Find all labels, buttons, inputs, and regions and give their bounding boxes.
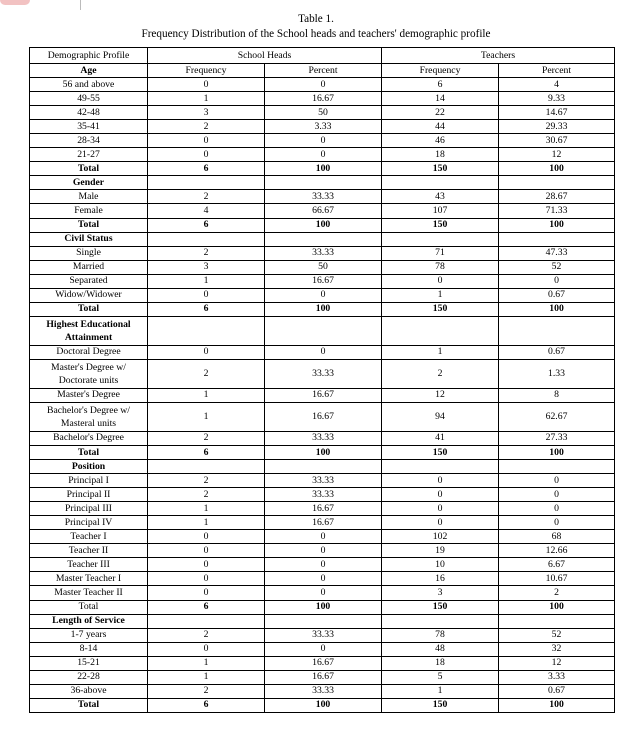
school-heads-frequency: 0	[148, 558, 265, 572]
row-label: Bachelor's Degree	[30, 431, 148, 445]
teachers-percent: 10.67	[499, 572, 615, 586]
teachers-frequency: 44	[382, 120, 499, 134]
row-label: Teacher I	[30, 530, 148, 544]
teachers-percent: 0	[499, 516, 615, 530]
table-title: Frequency Distribution of the School heads and teachers' demographic profile	[141, 28, 491, 40]
empty-cell	[148, 614, 265, 628]
teachers-percent: 12	[499, 148, 615, 162]
table-row	[30, 288, 615, 302]
teachers-frequency: 3	[382, 586, 499, 600]
row-label: 21-27	[30, 148, 148, 162]
row-label: 15-21	[30, 656, 148, 670]
empty-cell	[382, 614, 499, 628]
teachers-percent: 62.67	[499, 402, 615, 431]
school-heads-percent: 50	[265, 106, 382, 120]
teachers-percent: 2	[499, 586, 615, 600]
teachers-percent: 0	[499, 274, 615, 288]
school-heads-frequency: 0	[148, 572, 265, 586]
school-heads-frequency: 3	[148, 260, 265, 274]
total-school-heads-percent: 100	[265, 218, 382, 232]
empty-cell	[148, 232, 265, 246]
school-heads-frequency: 1	[148, 402, 265, 431]
total-row	[30, 600, 615, 614]
teachers-percent: 3.33	[499, 670, 615, 684]
teachers-frequency: 41	[382, 431, 499, 445]
empty-cell	[382, 460, 499, 474]
total-label: Total	[30, 698, 148, 712]
teachers-percent: 29.33	[499, 120, 615, 134]
school-heads-percent: 16.67	[265, 388, 382, 402]
school-heads-percent: 0	[265, 78, 382, 92]
row-label: Master Teacher II	[30, 586, 148, 600]
row-label: Doctoral Degree	[30, 345, 148, 359]
school-heads-frequency: 1	[148, 274, 265, 288]
teachers-frequency: 14	[382, 92, 499, 106]
total-school-heads-percent: 100	[265, 162, 382, 176]
col-header-profile: Demographic Profile	[30, 48, 148, 64]
total-teachers-percent: 100	[499, 445, 615, 459]
section-header-row	[30, 232, 615, 246]
school-heads-percent: 16.67	[265, 502, 382, 516]
teachers-frequency: 0	[382, 274, 499, 288]
table-row	[30, 106, 615, 120]
row-label: 42-48	[30, 106, 148, 120]
table-row	[30, 204, 615, 218]
table-row	[30, 345, 615, 359]
table-row	[30, 684, 615, 698]
table-row	[30, 516, 615, 530]
teachers-frequency: 107	[382, 204, 499, 218]
table-row	[30, 642, 615, 656]
table-row	[30, 670, 615, 684]
school-heads-frequency: 2	[148, 246, 265, 260]
table-row	[30, 431, 615, 445]
section-header-row	[30, 614, 615, 628]
row-label: 1-7 years	[30, 628, 148, 642]
total-school-heads-frequency: 6	[148, 218, 265, 232]
table-row	[30, 628, 615, 642]
total-label: Total	[30, 445, 148, 459]
empty-cell	[499, 232, 615, 246]
teachers-frequency: 6	[382, 78, 499, 92]
table-row	[30, 134, 615, 148]
row-label: Male	[30, 190, 148, 204]
section-header-row	[30, 64, 615, 78]
teachers-percent: 68	[499, 530, 615, 544]
school-heads-frequency: 1	[148, 670, 265, 684]
table-row	[30, 190, 615, 204]
row-label: Single	[30, 246, 148, 260]
header-row	[30, 48, 615, 64]
row-label: Teacher II	[30, 544, 148, 558]
school-heads-frequency: 1	[148, 388, 265, 402]
page-edge-mark	[0, 0, 30, 5]
teachers-percent: 4	[499, 78, 615, 92]
school-heads-frequency: 2	[148, 628, 265, 642]
sub-header-percent: Percent	[265, 64, 382, 78]
total-school-heads-frequency: 6	[148, 600, 265, 614]
school-heads-percent: 16.67	[265, 670, 382, 684]
empty-cell	[382, 232, 499, 246]
school-heads-frequency: 4	[148, 204, 265, 218]
teachers-frequency: 102	[382, 530, 499, 544]
table-row	[30, 148, 615, 162]
table-row	[30, 388, 615, 402]
school-heads-frequency: 1	[148, 516, 265, 530]
row-label: Master's Degree w/ Doctorate units	[30, 359, 148, 388]
teachers-percent: 6.67	[499, 558, 615, 572]
school-heads-frequency: 1	[148, 502, 265, 516]
empty-cell	[499, 176, 615, 190]
total-label: Total	[30, 162, 148, 176]
section-title: Position	[30, 460, 148, 474]
teachers-frequency: 1	[382, 684, 499, 698]
school-heads-frequency: 1	[148, 656, 265, 670]
teachers-percent: 32	[499, 642, 615, 656]
section-header-row	[30, 316, 615, 345]
sub-header-frequency: Frequency	[382, 64, 499, 78]
school-heads-frequency: 0	[148, 586, 265, 600]
section-title: Highest Educational Attainment	[30, 316, 148, 345]
school-heads-percent: 33.33	[265, 246, 382, 260]
teachers-frequency: 71	[382, 246, 499, 260]
teachers-percent: 12	[499, 656, 615, 670]
table-row	[30, 474, 615, 488]
school-heads-percent: 33.33	[265, 431, 382, 445]
section-title: Length of Service	[30, 614, 148, 628]
school-heads-frequency: 2	[148, 684, 265, 698]
row-label: 36-above	[30, 684, 148, 698]
row-label: Bachelor's Degree w/ Masteral units	[30, 402, 148, 431]
empty-cell	[148, 176, 265, 190]
teachers-percent: 47.33	[499, 246, 615, 260]
table-row	[30, 274, 615, 288]
teachers-percent: 71.33	[499, 204, 615, 218]
row-label: Teacher III	[30, 558, 148, 572]
school-heads-frequency: 2	[148, 474, 265, 488]
school-heads-percent: 0	[265, 288, 382, 302]
empty-cell	[265, 232, 382, 246]
total-teachers-percent: 100	[499, 162, 615, 176]
empty-cell	[265, 316, 382, 345]
section-header-row	[30, 176, 615, 190]
school-heads-percent: 0	[265, 586, 382, 600]
school-heads-frequency: 2	[148, 359, 265, 388]
table-row	[30, 530, 615, 544]
teachers-frequency: 94	[382, 402, 499, 431]
teachers-frequency: 46	[382, 134, 499, 148]
top-band	[0, 0, 632, 10]
empty-cell	[499, 316, 615, 345]
total-row	[30, 162, 615, 176]
school-heads-percent: 33.33	[265, 359, 382, 388]
total-row	[30, 445, 615, 459]
teachers-percent: 0	[499, 488, 615, 502]
teachers-percent: 0	[499, 502, 615, 516]
table-row	[30, 402, 615, 431]
table-row	[30, 359, 615, 388]
teachers-frequency: 0	[382, 488, 499, 502]
section-title: Age	[30, 64, 148, 78]
section-header-row	[30, 460, 615, 474]
total-teachers-percent: 100	[499, 302, 615, 316]
teachers-percent: 0.67	[499, 684, 615, 698]
total-label: Total	[30, 302, 148, 316]
row-label: 8-14	[30, 642, 148, 656]
teachers-frequency: 16	[382, 572, 499, 586]
total-school-heads-frequency: 6	[148, 445, 265, 459]
school-heads-frequency: 0	[148, 530, 265, 544]
total-school-heads-frequency: 6	[148, 162, 265, 176]
row-label: 28-34	[30, 134, 148, 148]
total-teachers-frequency: 150	[382, 218, 499, 232]
row-label: Master Teacher I	[30, 572, 148, 586]
empty-cell	[148, 460, 265, 474]
total-teachers-frequency: 150	[382, 445, 499, 459]
empty-cell	[265, 460, 382, 474]
row-label: Married	[30, 260, 148, 274]
school-heads-percent: 3.33	[265, 120, 382, 134]
teachers-frequency: 43	[382, 190, 499, 204]
teachers-percent: 8	[499, 388, 615, 402]
school-heads-frequency: 0	[148, 78, 265, 92]
school-heads-frequency: 2	[148, 190, 265, 204]
school-heads-percent: 16.67	[265, 516, 382, 530]
row-label: Widow/Widower	[30, 288, 148, 302]
total-school-heads-percent: 100	[265, 445, 382, 459]
row-label: Principal I	[30, 474, 148, 488]
school-heads-percent: 0	[265, 134, 382, 148]
teachers-percent: 0.67	[499, 288, 615, 302]
school-heads-frequency: 0	[148, 345, 265, 359]
empty-cell	[265, 614, 382, 628]
table-row	[30, 572, 615, 586]
row-label: Female	[30, 204, 148, 218]
table-row	[30, 260, 615, 274]
row-label: Principal II	[30, 488, 148, 502]
school-heads-frequency: 1	[148, 92, 265, 106]
row-label: 22-28	[30, 670, 148, 684]
table-row	[30, 78, 615, 92]
total-school-heads-frequency: 6	[148, 302, 265, 316]
teachers-frequency: 0	[382, 516, 499, 530]
teachers-frequency: 1	[382, 288, 499, 302]
school-heads-percent: 33.33	[265, 488, 382, 502]
teachers-percent: 0.67	[499, 345, 615, 359]
teachers-percent: 12.66	[499, 544, 615, 558]
teachers-frequency: 12	[382, 388, 499, 402]
row-label: Separated	[30, 274, 148, 288]
row-label: Principal III	[30, 502, 148, 516]
teachers-percent: 30.67	[499, 134, 615, 148]
school-heads-frequency: 2	[148, 431, 265, 445]
row-label: 35-41	[30, 120, 148, 134]
row-label: Principal IV	[30, 516, 148, 530]
total-label: Total	[30, 218, 148, 232]
school-heads-frequency: 0	[148, 288, 265, 302]
school-heads-percent: 16.67	[265, 656, 382, 670]
teachers-frequency: 78	[382, 628, 499, 642]
total-school-heads-percent: 100	[265, 698, 382, 712]
teachers-frequency: 22	[382, 106, 499, 120]
empty-cell	[148, 316, 265, 345]
total-row	[30, 698, 615, 712]
empty-cell	[265, 176, 382, 190]
school-heads-percent: 33.33	[265, 684, 382, 698]
total-teachers-frequency: 150	[382, 698, 499, 712]
col-header-school-heads: School Heads	[148, 48, 382, 64]
school-heads-frequency: 3	[148, 106, 265, 120]
teachers-frequency: 19	[382, 544, 499, 558]
page-edge-rule	[80, 0, 81, 10]
teachers-frequency: 5	[382, 670, 499, 684]
sub-header-percent: Percent	[499, 64, 615, 78]
school-heads-percent: 0	[265, 345, 382, 359]
school-heads-percent: 50	[265, 260, 382, 274]
total-school-heads-percent: 100	[265, 302, 382, 316]
school-heads-percent: 33.33	[265, 628, 382, 642]
col-header-teachers: Teachers	[382, 48, 615, 64]
empty-cell	[382, 176, 499, 190]
empty-cell	[499, 460, 615, 474]
teachers-percent: 28.67	[499, 190, 615, 204]
school-heads-percent: 0	[265, 148, 382, 162]
school-heads-frequency: 2	[148, 120, 265, 134]
table-row	[30, 502, 615, 516]
table-row	[30, 586, 615, 600]
school-heads-percent: 16.67	[265, 274, 382, 288]
school-heads-percent: 16.67	[265, 92, 382, 106]
school-heads-frequency: 0	[148, 544, 265, 558]
teachers-percent: 27.33	[499, 431, 615, 445]
teachers-percent: 0	[499, 474, 615, 488]
row-label: Master's Degree	[30, 388, 148, 402]
school-heads-percent: 0	[265, 558, 382, 572]
school-heads-percent: 66.67	[265, 204, 382, 218]
school-heads-frequency: 0	[148, 134, 265, 148]
school-heads-frequency: 2	[148, 488, 265, 502]
total-teachers-percent: 100	[499, 698, 615, 712]
teachers-frequency: 0	[382, 502, 499, 516]
teachers-frequency: 2	[382, 359, 499, 388]
table-number: Table 1.	[298, 13, 334, 25]
total-teachers-frequency: 150	[382, 600, 499, 614]
total-label: Total	[30, 600, 148, 614]
school-heads-percent: 0	[265, 572, 382, 586]
teachers-frequency: 0	[382, 474, 499, 488]
row-label: 56 and above	[30, 78, 148, 92]
school-heads-percent: 0	[265, 544, 382, 558]
table-row	[30, 558, 615, 572]
table-row	[30, 488, 615, 502]
teachers-frequency: 18	[382, 656, 499, 670]
school-heads-percent: 33.33	[265, 190, 382, 204]
empty-cell	[499, 614, 615, 628]
teachers-frequency: 78	[382, 260, 499, 274]
teachers-frequency: 18	[382, 148, 499, 162]
row-label: 49-55	[30, 92, 148, 106]
total-school-heads-frequency: 6	[148, 698, 265, 712]
teachers-percent: 9.33	[499, 92, 615, 106]
teachers-percent: 14.67	[499, 106, 615, 120]
teachers-frequency: 1	[382, 345, 499, 359]
section-title: Gender	[30, 176, 148, 190]
school-heads-percent: 0	[265, 530, 382, 544]
school-heads-percent: 33.33	[265, 474, 382, 488]
total-row	[30, 302, 615, 316]
table-row	[30, 120, 615, 134]
total-school-heads-percent: 100	[265, 600, 382, 614]
demographic-table	[29, 47, 615, 713]
school-heads-frequency: 0	[148, 642, 265, 656]
empty-cell	[382, 316, 499, 345]
teachers-percent: 1.33	[499, 359, 615, 388]
school-heads-percent: 16.67	[265, 402, 382, 431]
total-teachers-frequency: 150	[382, 302, 499, 316]
table-row	[30, 246, 615, 260]
section-title: Civil Status	[30, 232, 148, 246]
teachers-percent: 52	[499, 628, 615, 642]
teachers-frequency: 48	[382, 642, 499, 656]
total-teachers-frequency: 150	[382, 162, 499, 176]
table-row	[30, 656, 615, 670]
total-teachers-percent: 100	[499, 600, 615, 614]
table-row	[30, 544, 615, 558]
total-row	[30, 218, 615, 232]
teachers-frequency: 10	[382, 558, 499, 572]
total-teachers-percent: 100	[499, 218, 615, 232]
table-row	[30, 92, 615, 106]
teachers-percent: 52	[499, 260, 615, 274]
school-heads-percent: 0	[265, 642, 382, 656]
sub-header-frequency: Frequency	[148, 64, 265, 78]
school-heads-frequency: 0	[148, 148, 265, 162]
